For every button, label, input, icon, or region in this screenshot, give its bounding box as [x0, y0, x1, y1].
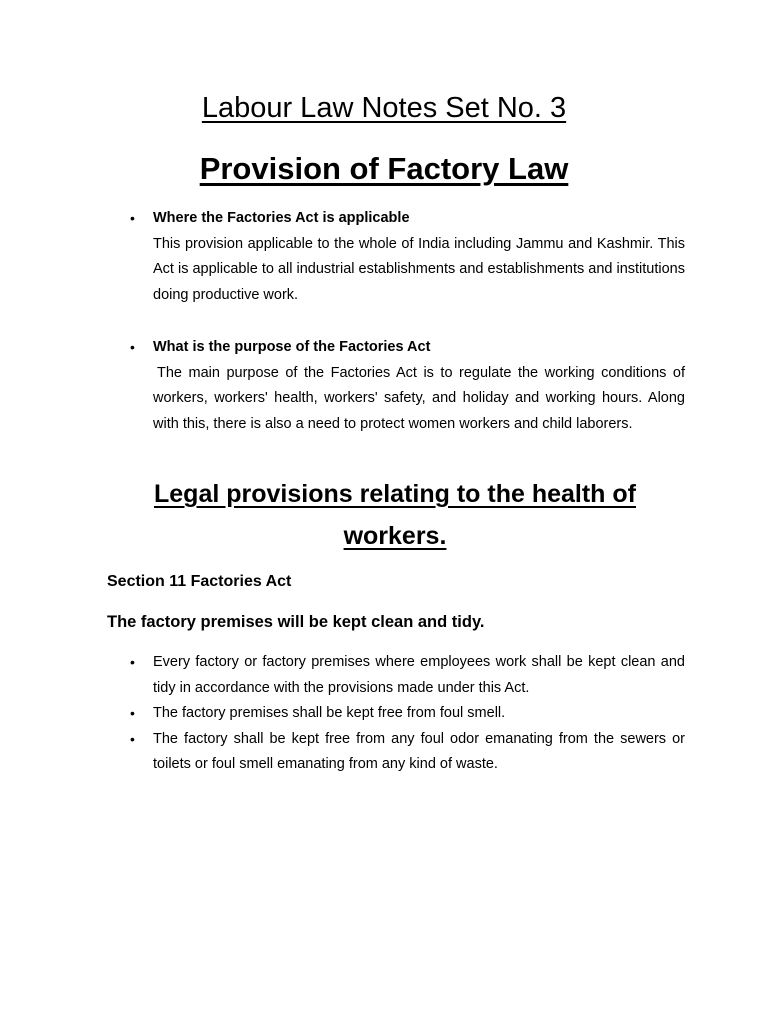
section-subheading: The factory premises will be kept clean and tidy. — [107, 613, 485, 631]
set-title: Labour Law Notes Set No. 3 — [201, 92, 567, 124]
list-item — [130, 727, 685, 778]
question-heading: What is the purpose of the Factories Act — [153, 339, 431, 355]
question-body: The main purpose of the Factories Act is to regulate the working conditions of workers, workers' health, workers' safety, and holiday and working hours. Along with this, there is also a need to protect women workers and child laborers. — [153, 364, 685, 432]
list-item-text: Every factory or factory premises where employees work shall be kept clean and tidy in accordance with the provisions made under this Act. — [153, 654, 685, 696]
list-item-text: The factory shall be kept free from any foul odor emanating from the sewers or toilets or foul smell emanating from any kind of waste. — [153, 730, 685, 772]
bullet-icon: • — [130, 339, 135, 355]
list-item — [130, 650, 685, 701]
section-heading: Legal provisions relating to the health of workers. — [154, 480, 636, 550]
section-label: Section 11 Factories Act — [107, 573, 292, 590]
question-block-purpose — [130, 335, 685, 437]
question-item — [130, 335, 685, 437]
question-block-applicability — [130, 206, 685, 308]
question-heading: Where the Factories Act is applicable — [153, 210, 410, 226]
bullet-icon: • — [130, 705, 135, 721]
bullet-icon: • — [130, 210, 135, 226]
list-item-text: The factory premises shall be kept free from foul smell. — [153, 705, 506, 721]
bullet-icon: • — [130, 730, 135, 747]
question-item — [130, 206, 685, 308]
main-title: Provision of Factory Law — [199, 151, 569, 186]
rules-list — [130, 650, 685, 778]
question-body: This provision applicable to the whole of India including Jammu and Kashmir. This Act is applicable to all industrial establishments and establishments and institutions doing productive work. — [153, 235, 685, 303]
list-item — [130, 701, 685, 727]
bullet-icon: • — [130, 654, 135, 670]
